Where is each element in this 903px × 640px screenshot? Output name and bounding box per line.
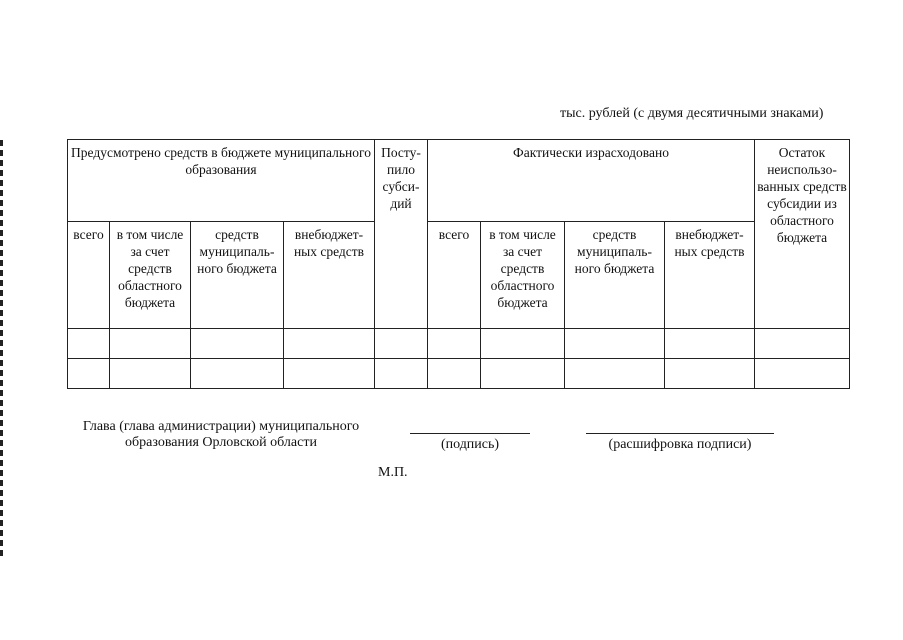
table-cell (428, 329, 481, 359)
header-budget-group: Предусмотрено средств в бюджете муниципального образования (68, 140, 375, 222)
sub-header: всего (428, 222, 481, 329)
table-cell (191, 329, 284, 359)
table-cell (481, 359, 565, 389)
table-cell (565, 359, 665, 389)
table-cell (375, 359, 428, 389)
scan-edge-marks (0, 140, 3, 560)
table-cell (284, 329, 375, 359)
table-cell (110, 359, 191, 389)
sub-header: в том числе за счет средств областного бюджета (110, 222, 191, 329)
table-cell (375, 329, 428, 359)
table-cell (191, 359, 284, 389)
table-cell (755, 329, 850, 359)
table-cell (68, 329, 110, 359)
sub-header: средств муниципаль-ного бюджета (565, 222, 665, 329)
table-cell (110, 329, 191, 359)
sub-header: внебюджет-ных средств (665, 222, 755, 329)
sub-header: средств муниципаль-ного бюджета (191, 222, 284, 329)
table-cell (284, 359, 375, 389)
signatory-title (66, 419, 376, 451)
sub-header: всего (68, 222, 110, 329)
header-received: Посту-пило субси-дий (375, 140, 428, 329)
table-cell (565, 329, 665, 359)
decode-signature-caption: (расшифровка подписи) (608, 437, 752, 452)
signatory-title-line2: образования Орловской области (125, 435, 317, 450)
table-row (68, 359, 850, 389)
decode-signature-line (586, 433, 774, 434)
table-cell (481, 329, 565, 359)
table-cell (428, 359, 481, 389)
sub-header: внебюджет-ных средств (284, 222, 375, 329)
table-row (68, 329, 850, 359)
table-cell (665, 329, 755, 359)
signature-caption: (подпись) (440, 437, 500, 452)
signature-line (410, 433, 530, 434)
header-remainder: Остаток неиспользо-ванных средств субсидии из областного бюджета (755, 140, 850, 329)
signatory-title-line1: Глава (глава администрации) муниципального (82, 419, 360, 434)
table-cell (755, 359, 850, 389)
units-note: тыс. рублей (с двумя десятичными знаками) (560, 106, 824, 121)
stamp-place: М.П. (378, 465, 408, 480)
header-spent-group: Фактически израсходовано (428, 140, 755, 222)
table-cell (665, 359, 755, 389)
table-cell (68, 359, 110, 389)
sub-header: в том числе за счет средств областного бюджета (481, 222, 565, 329)
report-table (67, 139, 850, 389)
